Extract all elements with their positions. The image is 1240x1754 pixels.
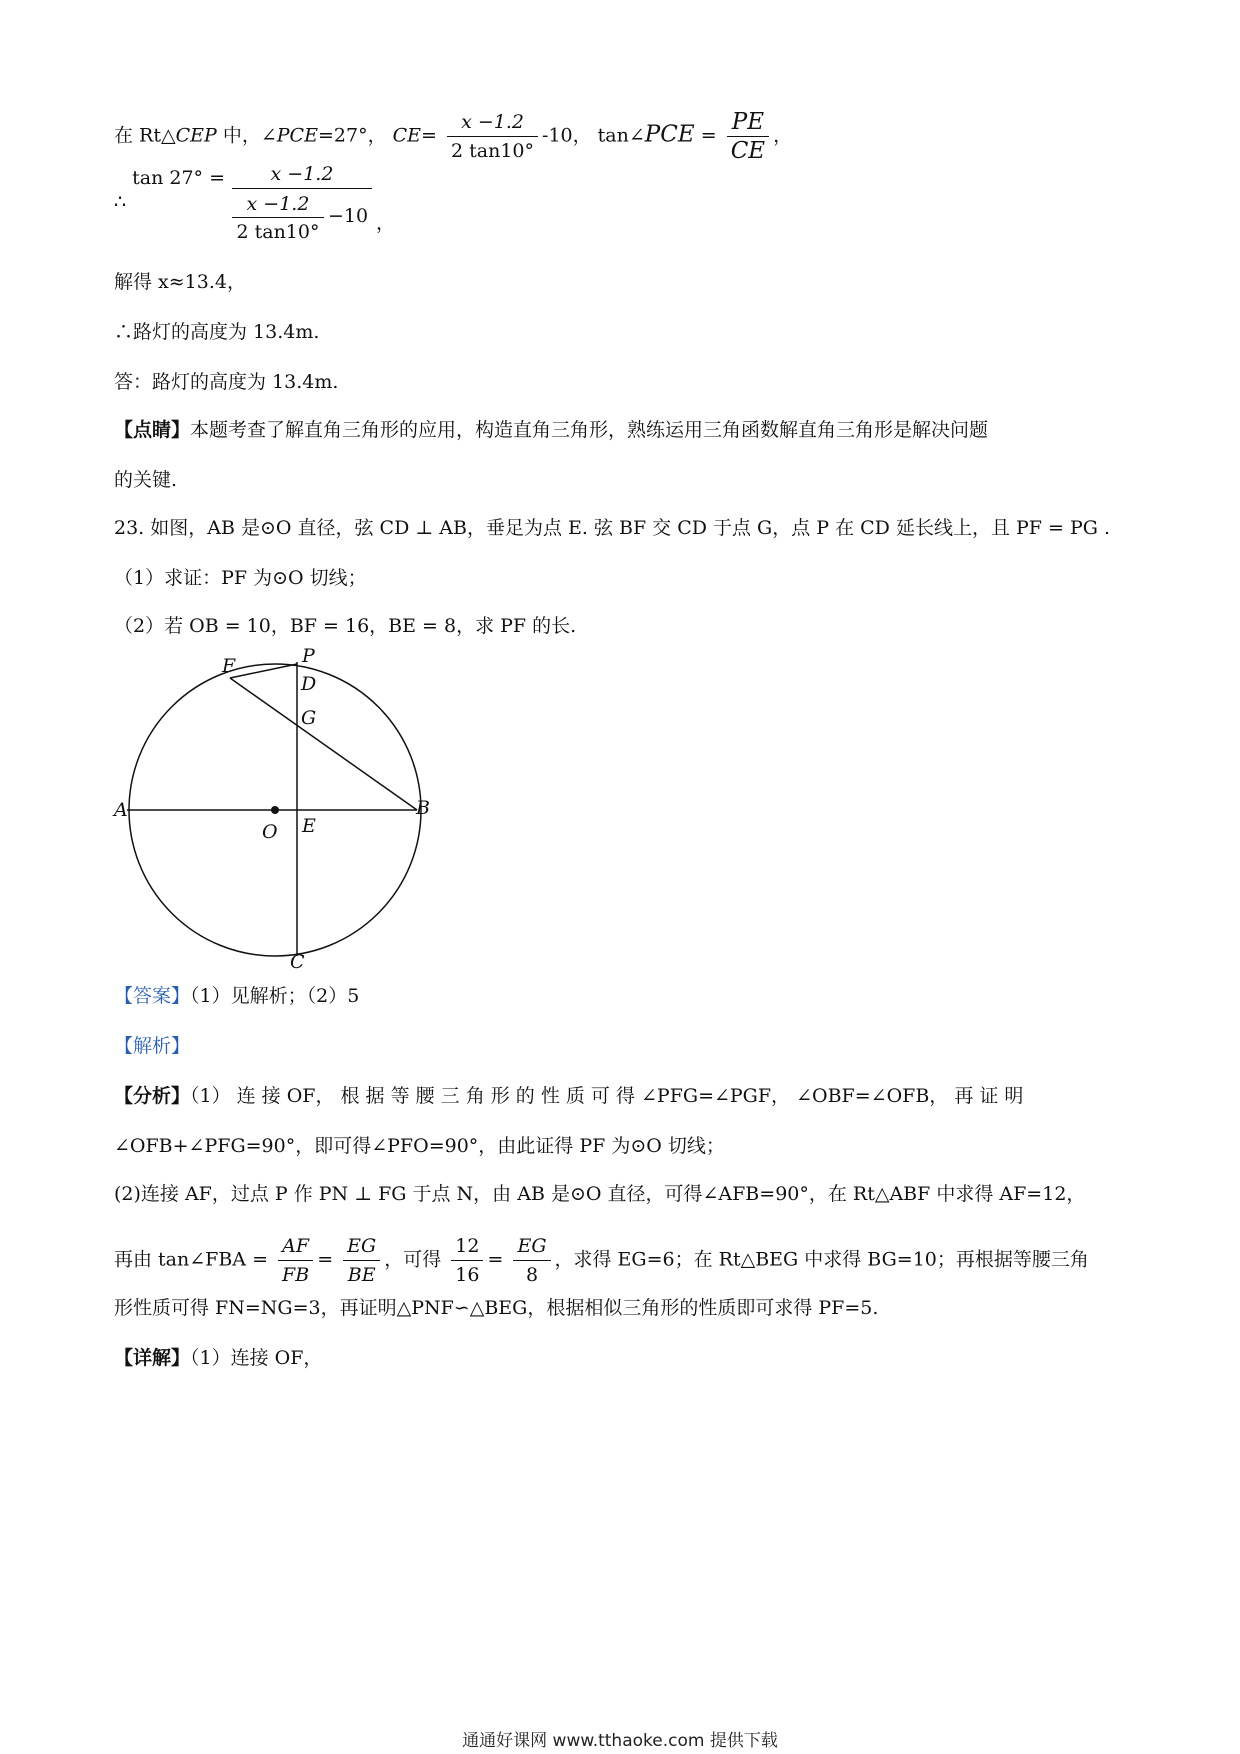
jiexi-heading: 【解析】	[114, 1035, 191, 1057]
text: CE	[392, 124, 422, 147]
compound-fraction: x −1.2 x −1.2 2 tan10° −10	[232, 160, 372, 249]
label-o: O	[262, 821, 278, 843]
text: =27°，	[317, 124, 387, 147]
detail-line: 【详解】（1）连接 OF，	[114, 1347, 323, 1369]
page-footer: 通通好课网 www.tthaoke.com 提供下载	[462, 1731, 778, 1751]
label-a: A	[114, 799, 128, 821]
text: 的关键.	[114, 469, 178, 491]
label-b: B	[416, 797, 430, 819]
text: ，	[773, 124, 793, 147]
therefore-symbol: ∴	[114, 191, 127, 213]
text: tan 27° =	[132, 167, 226, 189]
label-f: F	[222, 655, 236, 677]
line-6: 【点睛】本题考查了解直角三角形的应用，构造直角三角形，熟练运用三角函数解直角三角形是解决问题	[114, 419, 989, 441]
fraction: $\frac{AF}{FB}$	[278, 1232, 313, 1289]
line-1	[114, 108, 792, 165]
fraction: $\frac{EG}{8}$	[513, 1232, 550, 1289]
text: 在 Rt△	[114, 124, 176, 147]
fraction: $\frac{PE}{CE}$	[727, 108, 769, 165]
analysis-line-3: (2)连接 AF，过点 P 作 PN ⊥ FG 于点 N，由 AB 是⊙O 直径，可得∠AFB=90°，在 Rt△ABF 中求得 AF=12，	[114, 1183, 1086, 1205]
answer-line: 【答案】（1）见解析；（2）5	[114, 985, 360, 1007]
text: CEP	[175, 124, 217, 147]
analysis-line-2: ∠OFB+∠PFG=90°，即可得∠PFO=90°，由此证得 PF 为⊙O 切线；	[114, 1135, 725, 1157]
analysis-line-5: 形性质可得 FN=NG=3，再证明△PNF∽△BEG，根据相似三角形的性质即可求得 PF=5.	[114, 1297, 879, 1319]
analysis-line-4: 再由 tan∠FBA = $\frac{AF}{FB}$ = $\frac{EG}{BE}$ ，可得 $\frac{12}{16}$ = $\frac{EG}{8}$ ，求得 EG=6；在 Rt△BEG 中求得 BG=10；再根据等腰三角	[114, 1232, 1089, 1289]
analysis-line-1: 【分析】（1） 连 接 OF， 根 据 等 腰 三 角 形 的 性 质 可 得 ∠PFG=∠PGF， ∠OBF=∠OFB， 再 证 明	[114, 1085, 1024, 1107]
text: =	[421, 124, 437, 147]
fraction: $\frac{x -1.2}{2 \tan 10^\circ}$	[447, 108, 538, 165]
chord-bf	[230, 678, 417, 810]
text: -10， tan∠	[542, 124, 645, 147]
fraction: $\frac{EG}{BE}$	[343, 1232, 380, 1289]
text: 答：路灯的高度为 13.4m.	[114, 371, 339, 393]
circle-figure	[112, 648, 452, 976]
label-e: E	[302, 815, 316, 837]
text: ∴路灯的高度为 13.4m.	[114, 321, 320, 343]
text: =	[694, 124, 717, 147]
center-point	[271, 806, 279, 814]
text: 解得 x≈13.4，	[114, 271, 246, 293]
text: PCE	[644, 121, 695, 148]
question-23-part-2: （2）若 OB = 10，BF = 16，BE = 8，求 PF 的长.	[114, 615, 577, 637]
text: 中，∠	[216, 124, 277, 147]
question-23-part-1: （1）求证：PF 为⊙O 切线；	[114, 567, 367, 589]
text: x −1.2	[232, 160, 372, 189]
label-p: P	[302, 648, 315, 667]
line-2	[114, 167, 226, 213]
question-23: 23. 如图，AB 是⊙O 直径，弦 CD ⊥ AB，垂足为点 E. 弦 BF 交 CD 于点 G，点 P 在 CD 延长线上，且 PF = PG .	[114, 517, 1110, 539]
segment-pf	[230, 664, 297, 678]
label-g: G	[301, 707, 317, 729]
text: ，	[376, 212, 396, 234]
fraction: $\frac{12}{16}$	[451, 1232, 483, 1289]
text: PCE	[276, 124, 318, 147]
label-d: D	[301, 673, 317, 695]
label-c: C	[290, 951, 305, 973]
